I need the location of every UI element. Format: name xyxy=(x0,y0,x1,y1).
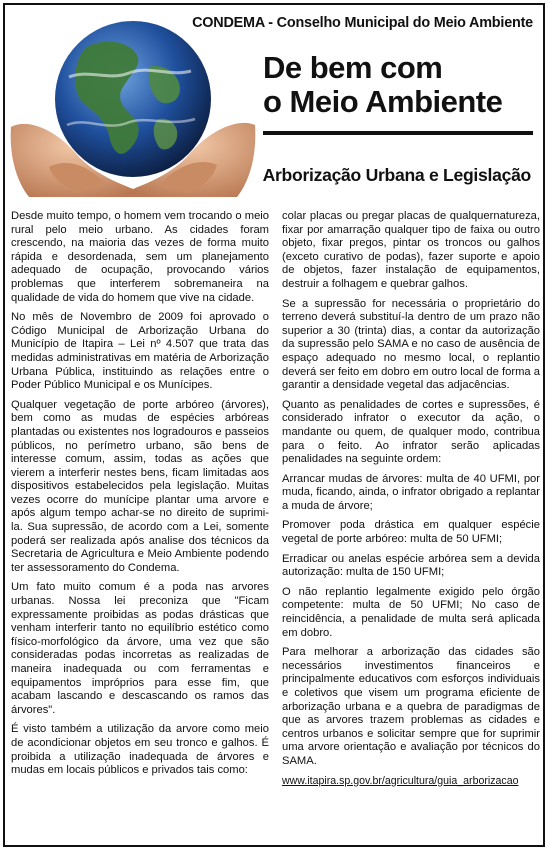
paragraph: É visto também a utilização da arvore como meio de acondicionar objetos em seu tronco e galhos. É proibida a utilização inadequada de árvores e mudas em locais públicos e privados tais como: xyxy=(11,723,269,777)
paragraph: No mês de Novembro de 2009 foi aprovado o Código Municipal de Arborização Urbana do Município de Itapira – Lei nº 4.507 que trata das medidas administrativas em matéria de Arborização Urbana Pública, instituindo as relações entre o Poder Público Municipal e os Munícipes. xyxy=(11,311,269,392)
paragraph: Desde muito tempo, o homem vem trocando o meio rural pelo meio urbano. As cidades foram crescendo, na maioria das vezes de forma muito rápida e desordenada, sem um planejamento adequado de ocupação, provocando vários problemas que interferem sobremaneira na qualidade de vida do homem que vive na cidade. xyxy=(11,210,269,304)
paragraph: O não replantio legalmente exigido pelo órgão competente: multa de 50 UFMI; No caso de reincidência, a penalidade de multa será aplicada em dobro. xyxy=(282,585,540,639)
organization-name: CONDEMA - Conselho Municipal do Meio Ambiente xyxy=(192,15,533,31)
paragraph: Qualquer vegetação de porte arbóreo (árvores), bem como as mudas de espécies arbóreas plantadas ou existentes nos logradouros e passeios públicos, no perímetro urbano, são bens de interesse comum, assim, todas as ações que vierem a interferir nestes bens, ficam limitadas aos dispositivos estabelecidos pela legislação. Muitas vezes ocorre do munícipe plantar uma arvore e após algum tempo achar-se no direito de suprimi-la. Sua supressão, de acordo com a Lei, somente poderá ser realizada após analise dos técnicos da Secretaria de Agricultura e Meio Ambiente podendo ter assessoramento do Condema. xyxy=(11,398,269,574)
paragraph: Arrancar mudas de árvores: multa de 40 UFMI, por muda, ficando, ainda, o infrator obrigado a replantar a muda de árvore; xyxy=(282,472,540,512)
article-header xyxy=(5,5,543,201)
paragraph: Um fato muito comum é a poda nas arvores urbanas. Nossa lei preconiza que "Ficam expressamente proibidas as podas drásticas que venham interferir tanto no equilíbrio estético como físico-morfológico da árvore, uma vez que são consideradas podas incorretas as realizadas de maneira inadequada ou com ferramentas e equipamentos impróprios para esse fim, que acabam lascando e descascando os ramos das árvores". xyxy=(11,581,269,716)
headline-underline xyxy=(263,131,533,135)
article-subtitle: Arborização Urbana e Legislação xyxy=(262,165,531,185)
paragraph: Quanto as penalidades de cortes e supressões, é considerado infrator o executor da ação, o mandante ou quem, de qualquer modo, contribua para o feito. Ao infrator serão aplicadas penalidades na seguinte ordem: xyxy=(282,398,540,466)
globe-in-hands-illustration xyxy=(9,7,257,197)
headline-line-2: o Meio Ambiente xyxy=(263,84,503,119)
page-title xyxy=(263,51,502,119)
paragraph: colar placas ou pregar placas de qualquernatureza, fixar por amarração qualquer tipo de faixa ou outro objeto, fixar pregos, pintar os troncos ou galhos (exceto curativo de podas), fazer suporte e apoio de objetos, fazer instalação de equipamentos, destruir a folhagem e quebrar galhos. xyxy=(282,210,540,290)
globe-icon xyxy=(9,7,257,197)
left-column xyxy=(11,210,269,784)
footer-link[interactable]: www.itapira.sp.gov.br/agricultura/guia_arborizacao xyxy=(282,774,519,787)
paragraph: Erradicar ou anelas espécie arbórea sem a devida autorização: multa de 150 UFMI; xyxy=(282,552,540,579)
right-column xyxy=(282,210,540,794)
article-frame xyxy=(3,3,545,847)
paragraph: Promover poda drástica em qualquer espécie vegetal de porte arbóreo: multa de 50 UFMI; xyxy=(282,519,540,546)
paragraph: Se a supressão for necessária o proprietário do terreno deverá substituí-la dentro de um prazo não superior a 30 (trinta) dias, a contar da autorização da supressão pelo SAMA e no caso de ausência de espaço adequado no mesmo local, o replantio deverá ser feito em dobro em outro local de forma a garantir a densidade vegetal das adjacências. xyxy=(282,297,540,392)
headline-line-1: De bem com xyxy=(263,50,443,85)
paragraph: Para melhorar a arborização das cidades são necessários investimentos financeiros e principalmente educativos com esforços individuais e coletivos que visem um programa eficiente de arborização urbana e a quebra de paradigmas de que as arvores trazem problemas as cidades e centros urbanos e solicitar sempre que for suprimir uma arvore orientação e avaliação por técnicos do SAMA. xyxy=(282,646,540,767)
